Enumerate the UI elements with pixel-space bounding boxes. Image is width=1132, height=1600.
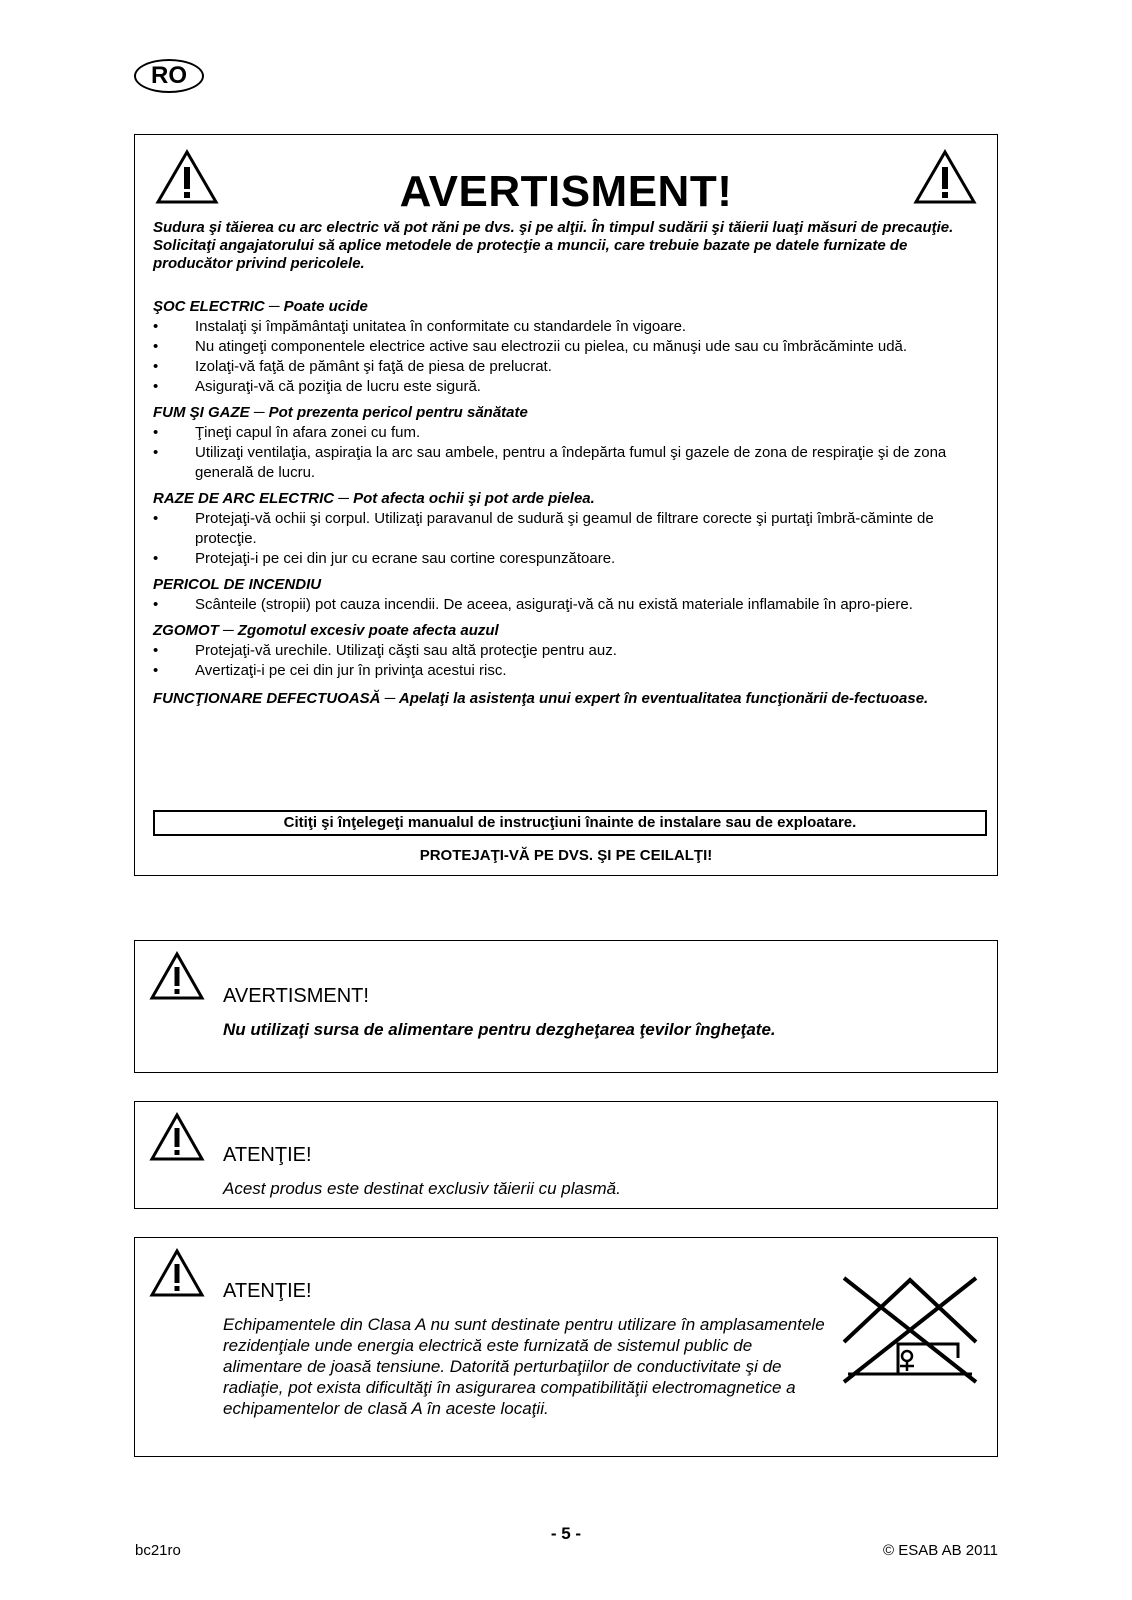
list-item: • Utilizaţi ventilaţia, aspiraţia la arc sau ambele, pentru a îndepărta fumul şi gazele de zona de respiraţie şi de zona generală de lucru. (153, 443, 979, 483)
warning-triangle-icon (149, 951, 205, 1001)
hazard-section (153, 575, 979, 615)
list-item: • Instalaţi şi împământaţi unitatea în conformitate cu standardele în vigoare. (153, 317, 979, 337)
no-residential-use-icon (840, 1274, 980, 1386)
section-heading: ŞOC ELECTRIC ─ Poate ucide (153, 298, 368, 315)
list-item: • Ţineţi capul în afara zonei cu fum. (153, 423, 979, 443)
read-manual-notice: Citiţi şi înţelegeţi manualul de instrucţiuni înainte de instalare sau de exploatare. (153, 810, 987, 836)
box-title: ATENŢIE! (223, 1144, 312, 1166)
list-item: • Protejaţi-vă urechile. Utilizaţi căşti sau altă protecţie pentru auz. (153, 641, 979, 661)
malfunction-note: FUNCŢIONARE DEFECTUOASĂ ─ Apelaţi la asistenţa unui expert în eventualitatea funcţionării de-fectuoase. (153, 690, 929, 707)
main-warning-box (134, 134, 998, 876)
section-heading: PERICOL DE INCENDIU (153, 576, 322, 593)
plasma-caution-box (134, 1101, 998, 1209)
class-a-caution-box (134, 1237, 998, 1457)
warning-triangle-icon (149, 1248, 205, 1298)
protect-slogan: PROTEJAŢI-VĂ PE DVS. ŞI PE CEILALŢI! (419, 847, 713, 864)
hazard-section (153, 489, 979, 569)
copyright: © ESAB AB 2011 (882, 1542, 998, 1559)
list-item: • Izolaţi-vă faţă de pământ şi faţă de piesa de prelucrat. (153, 357, 979, 377)
list-item: • Scânteile (stropii) pot cauza incendii. De aceea, asiguraţi-vă că nu există materiale inflamabile în apro-piere. (153, 595, 979, 615)
warning-triangle-icon (149, 1112, 205, 1162)
warning-title: AVERTISMENT! (399, 167, 733, 216)
page-number: - 5 - (550, 1524, 582, 1543)
box-text: Nu utilizaţi sursa de alimentare pentru dezgheţarea ţevilor îngheţate. (223, 1020, 776, 1039)
list-item: • Nu atingeţi componentele electrice active sau electrozii cu pielea, cu mănuşi ude sau cu îmbrăcăminte udă. (153, 337, 979, 357)
list-item: • Avertizaţi-i pe cei din jur în privinţa acestui risc. (153, 661, 979, 681)
frozen-pipes-warning-box (134, 940, 998, 1073)
hazard-section (153, 403, 979, 483)
hazard-section (153, 621, 979, 681)
list-item: • Protejaţi-i pe cei din jur cu ecrane sau cortine corespunzătoare. (153, 549, 979, 569)
list-item: • Asiguraţi-vă că poziţia de lucru este sigură. (153, 377, 979, 397)
section-heading: ZGOMOT ─ Zgomotul excesiv poate afecta auzul (153, 622, 499, 639)
warning-intro: Sudura şi tăierea cu arc electric vă pot răni pe dvs. şi pe alţii. În timpul sudării şi tăierii luaţi măsuri de precauţie. Solicitaţi angajatorului să aplice metodele de protecţie a muncii, care trebuie bazate pe datele furnizate de producător privind pericolele. (153, 219, 954, 272)
document-code: bc21ro (135, 1542, 181, 1559)
box-title: AVERTISMENT! (223, 985, 369, 1007)
box-text: Acest produs este destinat exclusiv tăierii cu plasmă. (223, 1179, 621, 1198)
list-item: • Protejaţi-vă ochii şi corpul. Utilizaţi paravanul de sudură şi geamul de filtrare corecte şi purtaţi îmbră-căminte de protecţie. (153, 509, 979, 549)
language-badge: RO (134, 59, 204, 93)
hazard-section (153, 297, 979, 397)
box-title: ATENŢIE! (223, 1280, 312, 1302)
hazard-sections (153, 297, 979, 709)
box-text: Echipamentele din Clasa A nu sunt destinate pentru utilizare în amplasamentele rezidenţiale unde energia electrică este furnizată de sistemul public de alimentare de joasă tensiune. Datorită perturbaţiilor de conductivitate şi de radiaţie, pot exista dificultăţi în asigurarea compatibilităţii electromagnetice a echipamentelor de clasă A în aceste locaţii. (223, 1315, 825, 1418)
section-heading: RAZE DE ARC ELECTRIC ─ Pot afecta ochii şi pot arde pielea. (153, 490, 595, 507)
section-heading: FUM ŞI GAZE ─ Pot prezenta pericol pentru sănătate (153, 404, 528, 421)
